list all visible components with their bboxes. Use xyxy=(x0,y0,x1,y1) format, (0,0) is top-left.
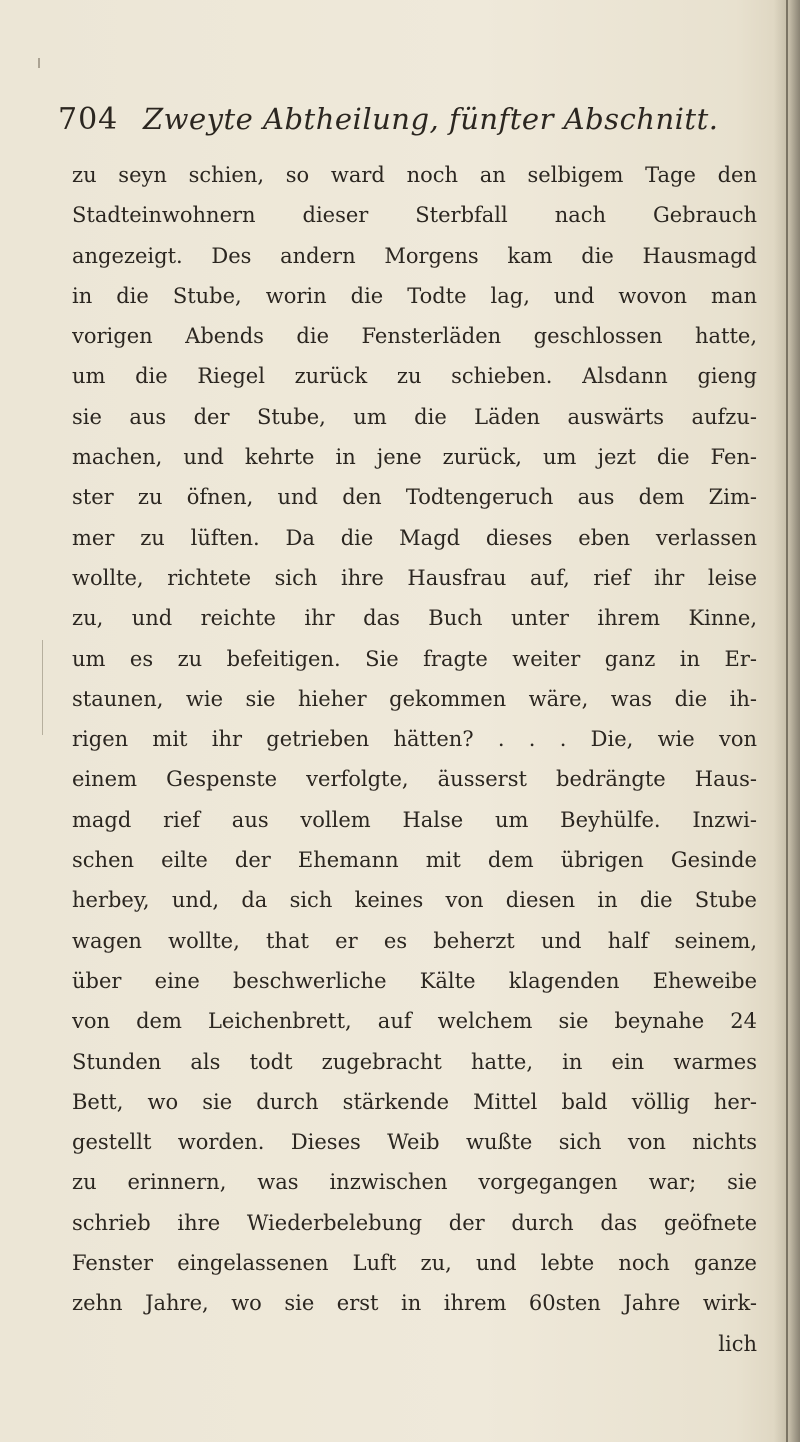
text-line: sie aus der Stube, um die Läden auswärts aufzu- xyxy=(72,404,757,429)
text-line: mer zu lüften. Da die Magd dieses eben verlassen xyxy=(72,525,757,550)
text-line: von dem Leichenbrett, auf welchem sie beynahe 24 xyxy=(72,1009,757,1034)
text-line: über eine beschwerliche Kälte klagenden Eheweibe xyxy=(72,968,757,993)
text-line: zehn Jahre, wo sie erst in ihrem 60sten Jahre wirk- xyxy=(72,1291,757,1316)
text-line: staunen, wie sie hieher gekommen wäre, was die ih- xyxy=(72,686,757,711)
text-line: schrieb ihre Wiederbelebung der durch das geöfnete xyxy=(72,1210,757,1235)
text-line: zu, und reichte ihr das Buch unter ihrem Kinne, xyxy=(72,606,757,631)
text-line: einem Gespenste verfolgte, äusserst bedrängte Haus- xyxy=(72,767,757,792)
text-line: um es zu befeitigen. Sie fragte weiter ganz in Er- xyxy=(72,646,757,671)
text-line: Bett, wo sie durch stärkende Mittel bald völlig her- xyxy=(72,1089,757,1114)
text-line: in die Stube, worin die Todte lag, und wovon man xyxy=(72,283,757,308)
text-line: herbey, und, da sich keines von diesen in die Stube xyxy=(72,888,757,913)
text-line: wollte, richtete sich ihre Hausfrau auf, rief ihr leise xyxy=(72,565,757,590)
page-mark xyxy=(38,58,40,68)
text-line: lich xyxy=(718,1331,757,1356)
text-line: schen eilte der Ehemann mit dem übrigen Gesinde xyxy=(72,848,757,873)
text-line: ster zu öfnen, und den Todtengeruch aus dem Zim- xyxy=(72,485,757,510)
text-line: zu seyn schien, so ward noch an selbigem Tage den xyxy=(72,163,757,187)
text-line: Fenster eingelassenen Luft zu, und lebte noch ganze xyxy=(72,1251,757,1276)
binding-edge-line xyxy=(786,0,788,1442)
text-line: gestellt worden. Dieses Weib wußte sich von nichts xyxy=(72,1130,757,1155)
body-text xyxy=(72,155,757,1364)
text-line: um die Riegel zurück zu schieben. Alsdann gieng xyxy=(72,364,757,389)
page-header xyxy=(58,102,758,142)
text-line: rigen mit ihr getrieben hätten? . . . Die, wie von xyxy=(72,727,757,752)
text-line: angezeigt. Des andern Morgens kam die Hausmagd xyxy=(72,243,757,268)
text-line: magd rief aus vollem Halse um Beyhülfe. Inzwi- xyxy=(72,807,757,832)
margin-pencil-mark xyxy=(42,640,43,735)
text-line: Stadteinwohnern dieser Sterbfall nach Gebrauch xyxy=(72,203,757,228)
text-line: zu erinnern, was inzwischen vorgegangen war; sie xyxy=(72,1170,757,1195)
text-line: vorigen Abends die Fensterläden geschlossen hatte, xyxy=(72,324,757,349)
text-line: Stunden als todt zugebracht hatte, in ein warmes xyxy=(72,1049,757,1074)
page-number: 704 xyxy=(58,102,119,137)
text-line: machen, und kehrte in jene zurück, um jezt die Fen- xyxy=(72,445,757,470)
running-head: Zweyte Abtheilung, fünfter Abschnitt. xyxy=(143,102,719,136)
text-line: wagen wollte, that er es beherzt und half seinem, xyxy=(72,928,757,953)
